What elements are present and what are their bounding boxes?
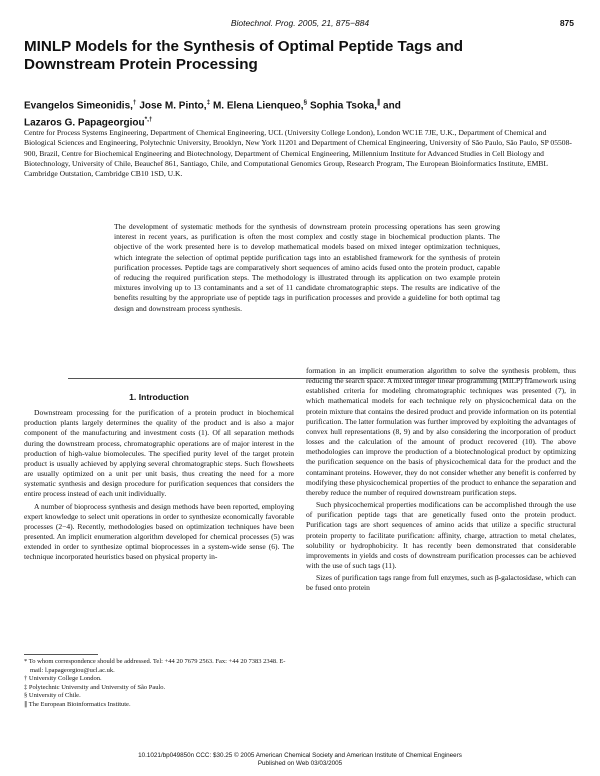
author-list (24, 96, 576, 131)
author-name: M. Elena Lienqueo, (212, 100, 304, 112)
author-mark: ‡ (206, 99, 211, 106)
journal-volume: 2005, 21, 875−884 (297, 18, 370, 28)
left-column (24, 392, 294, 565)
section-heading: 1. Introduction (129, 392, 189, 402)
author-mark: ∥ (377, 99, 381, 106)
paragraph: formation in an implicit enumeration algorithm to solve the synthesis problem, thus reducing the search space. A mixed integer linear programming (MILP) framework using established criteria for modeling chromatographic techniques was presented (7), in which mathematical models for each technique rely on physicochemical data on the protein mixture that contains the desired product and provide information on its potential purification. The latter formulation was further improved by exploiting the advantages of convex hull representations (8, 9) and by also considering the incorporation of product losses and the calculation of the amount of product recovered (10). The above methodologies can improve the production of a biotechnological product by optimizing the purification sequence on the basis of physicochemical data for the product and the contaminant proteins. However, they do not consider whether any benefit is conferred by modifying these physicochemical properties of the product to enhance the separation and thereby reduce the number of required downstream purification steps. (306, 366, 576, 497)
abstract: The development of systematic methods for the synthesis of downstream protein processing operations has seen growing interest in recent years, as purification is often the most complex and costly stage in biochemical production plants. The objective of the work presented here is to develop mathematical models based on mixed integer optimization techniques, which integrate the selection of optimal peptide purification tags into an established framework for the synthesis of protein purification processes. Peptide tags are comparatively short sequences of amino acids fused onto the protein product, capable of reducing the required purification steps. The methodology is illustrated through its application on two example protein mixtures involving up to 13 contaminants and a set of 11 candidate chromatographic steps. The results are indicative of the benefits resulting by the appropriate use of peptide tags in purification processes and provide a guideline for both optimal tag design and downstream process synthesis. (114, 222, 500, 313)
footnote-affiliation: ∥ The European Bioinformatics Institute. (24, 700, 131, 708)
affiliations: Centre for Process Systems Engineering, Department of Chemical Engineering, UCL (University College London), London WC1E 7JE, U.K., Department of Chemical and Biological Sciences and Engineering, Polytechnic University, Brooklyn, New York 11201 and Department of Chemical Engineering, University of São Paulo, São Paulo, SP 05508-900, Brazil, Centre for Biochemical Engineering and Biotechnology, Department of Chemical Engineering, Millennium Institute for Advanced Studies in Cell Biology and Biotechnology, University of Chile, Beauchef 861, Santiago, Chile, and Computational Genomics Group, Research Program, The European Bioinformatics Institute, EMBL Cambridge Outstation, Cambridge CB10 1SD, U.K. (24, 128, 572, 179)
title-line-1: MINLP Models for the Synthesis of Optimal Peptide Tags and (24, 38, 464, 55)
page-number: 875 (559, 18, 574, 28)
author-name: Evangelos Simeonidis, (24, 100, 133, 112)
footnote-affiliation: ‡ Polytechnic University and University of São Paulo. (24, 683, 166, 691)
footnotes (24, 658, 294, 710)
journal-name: Biotechnol. Prog. (230, 18, 296, 28)
doi-copyright-line: 10.1021/bp049850n CCC: $30.25 © 2005 American Chemical Society and American Institute of Chemical Engineers (138, 752, 462, 759)
footnote-divider (24, 654, 98, 655)
paragraph: Sizes of purification tags range from full enzymes, such as β-galactosidase, which can be fused onto protein (306, 573, 576, 593)
author-mark: § (303, 99, 308, 106)
running-head (0, 18, 600, 32)
author-name: Sophia Tsoka, (309, 100, 378, 112)
footnote-correspondence: * To whom correspondence should be addressed. Tel: +44 20 7679 2563. Fax: +44 20 7383 2348. E-mail: l.papageorgiou@ucl.ac.uk. (24, 658, 286, 674)
footnote-affiliation: § University of Chile. (24, 692, 81, 700)
paragraph: Such physicochemical properties modifications can be accomplished through the use of purification peptide tags that are genetically fused onto the protein product. Purification tags are short sequences of amino acids that utilize a specific structural protein property to facilitate purification: affinity, charge, attraction to metal chelates, solubility or hydrophobicity. It has recently been demonstrated that considerable improvements in yields and costs of downstream purification processes can be achieved with the use of such tags (11). (306, 500, 576, 570)
right-column (306, 366, 576, 595)
author-name: Lazaros G. Papageorgiou (24, 117, 145, 129)
journal-reference (0, 18, 600, 28)
author-mark: † (132, 99, 137, 106)
publication-date-line: Published on Web 03/03/2005 (257, 760, 343, 767)
article-title (24, 38, 576, 74)
title-line-2: Downstream Protein Processing (24, 56, 258, 73)
paragraph: Downstream processing for the purification of a protein product in biochemical production plants largely determines the quality of the product and is also a major component of the manufacturing and investment costs (1). Of all separation methods during the downstream process, chromatographic operations are of major interest in the production of high-value biomolecules. The specified purity level of the target protein product is usually achieved by applying several chromatographic steps. Such flowsheets are usually optimized on a unit per unit basis, thus creating the need for a more systematic synthesis and design procedure for purification sequences that considers the entire process instead of each unit individually. (24, 408, 294, 499)
footnote-affiliation: † University College London. (24, 675, 102, 683)
author-name: Jose M. Pinto, (139, 100, 207, 112)
author-conjunction: and (380, 100, 401, 112)
paragraph: A number of bioprocess synthesis and design methods have been reported, employing expert knowledge to select unit operations in order to synthesize economically favorable processes (2−4). Recently, methodologies based on optimization techniques have been presented. An implicit enumeration algorithm developed for chemical processes (5) was extended in order to synthesize optimal bioprocesses in a system-wide sense (6). The technique incorporated heuristics based on physical property in- (24, 501, 294, 562)
author-mark: *,† (144, 116, 153, 124)
page-footer (0, 752, 600, 768)
